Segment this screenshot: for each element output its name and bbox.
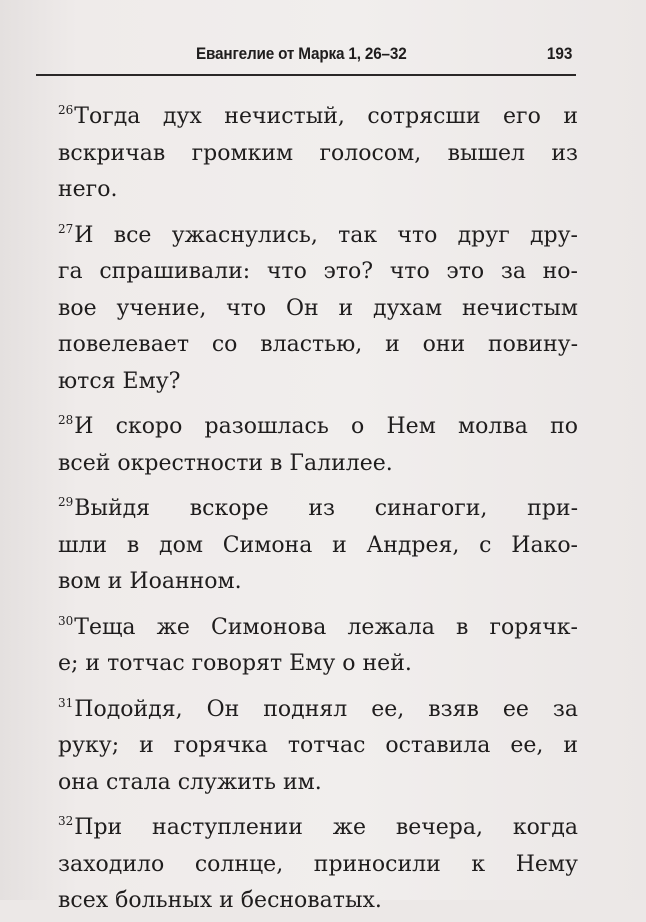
verse-number: 30 [58,613,74,628]
verse-line-text: повелевает со властью, и они повину- [58,332,578,357]
verse-line-text: Выйдя вскоре из синагоги, при- [74,496,578,521]
verse-line [58,765,578,802]
running-header [36,40,576,76]
verse-line [58,528,578,565]
verse-number: 31 [58,695,74,710]
verse-line-text: руку; и горячка тотчас оставила ее, и [58,733,578,758]
verse-line [58,603,578,647]
verse-line [58,402,578,446]
verse-line [58,803,578,847]
verse-line-text: га спрашивали: что это? что это за но- [58,259,578,284]
verse-26 [58,92,578,209]
verse-line-text: ются Ему? [58,368,181,394]
verse-line-text: вое учение, что Он и духам нечистым [58,295,578,321]
scripture-text [58,92,578,922]
verse-30 [58,603,578,683]
verse-line-text: заходило солнце, приносили к Нему [58,851,578,877]
verse-28 [58,402,578,482]
verse-31 [58,685,578,802]
verse-line [58,327,578,364]
verse-number: 32 [58,814,74,828]
verse-line-text: него. [58,177,118,202]
verse-line [58,646,578,683]
page-number: 193 [546,44,572,63]
verse-line [58,136,578,173]
verse-number: 29 [58,495,74,509]
verse-line [58,291,578,328]
verse-27 [58,211,578,401]
verse-line-text: вом и Иоанном. [58,569,242,594]
verse-line [58,685,578,729]
verse-line [58,847,578,884]
verse-line [58,92,578,136]
verse-line [58,254,578,291]
verse-line-text: е; и тотчас говорят Ему о ней. [58,651,412,676]
verse-line-text: Теща же Симонова лежала в горячк- [74,614,578,640]
verse-29 [58,484,578,601]
verse-number: 26 [58,103,74,117]
verse-line-text: шли в дом Симона и Андрея, с Иако- [58,532,578,558]
verse-line-text: всей окрестности в Галилее. [58,450,393,476]
verse-line [58,728,578,765]
verse-line [58,446,578,483]
verse-line-text: она стала служить им. [58,769,322,795]
verse-line-text: При наступлении же вечера, когда [74,815,578,840]
verse-line-text: И все ужаснулись, так что друг дру- [74,222,578,248]
verse-line [58,172,578,209]
verse-number: 27 [58,221,74,236]
verse-line [58,484,578,528]
verse-line-text: всех больных и бесноватых. [58,888,382,913]
verse-line [58,883,578,920]
verse-line-text: И скоро разошлась о Нем молва по [74,414,578,439]
header-title: Евангелие от Марка 1, 26–32 [196,44,407,63]
verse-line [58,564,578,601]
verse-line-text: вскричав громким голосом, вышел из [58,140,578,166]
verse-32 [58,803,578,920]
verse-line-text: Тогда дух нечистый, сотрясши его и [74,104,578,129]
verse-line [58,364,578,401]
verse-line-text: Подойдя, Он поднял ее, взяв ее за [74,696,578,722]
verse-line [58,211,578,255]
verse-number: 28 [58,413,74,427]
